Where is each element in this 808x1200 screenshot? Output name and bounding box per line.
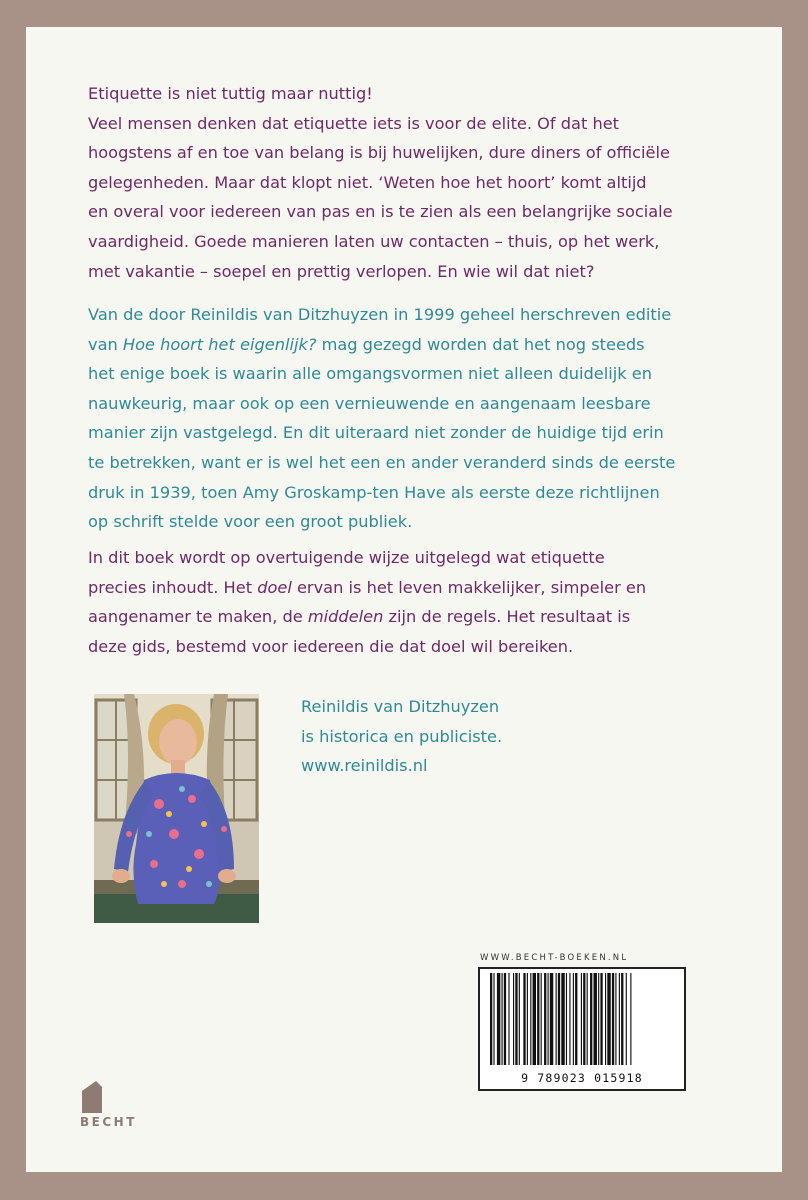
edition-line [88, 330, 728, 360]
edition-line: manier zijn vastgelegd. En dit uiteraard niet zonder de huidige tijd erin [88, 423, 664, 443]
barcode-bar [556, 973, 557, 1065]
barcode-bar [590, 973, 592, 1065]
author-bio [301, 692, 502, 781]
edition-line: te betrekken, want er is wel het een en ander veranderd sinds de eerste [88, 452, 676, 472]
barcode-bar [587, 973, 588, 1065]
emphasis-middelen: middelen [307, 607, 384, 627]
barcode-bar [561, 973, 564, 1065]
intro-line: Etiquette is niet tuttig maar nuttig! [88, 84, 373, 103]
purpose-text: ervan is het leven makkelijker, simpeler en [291, 577, 647, 597]
barcode-bar [566, 973, 567, 1065]
barcode-bar [523, 973, 525, 1065]
barcode-bar [530, 973, 531, 1065]
intro-paragraph [88, 79, 728, 286]
publisher-website[interactable]: WWW.BECHT-BOEKEN.NL [480, 953, 629, 963]
intro-line: gelegenheden. Maar dat klopt niet. ‘Weten hoe het hoort’ komt altijd [88, 172, 647, 192]
purpose-text: precies inhoudt. Het [88, 577, 258, 597]
edition-paragraph [88, 300, 728, 537]
author-name: Reinildis van Ditzhuyzen [301, 697, 500, 716]
intro-line: en overal voor iedereen van pas en is te zien als een belangrijke sociale [88, 202, 673, 222]
author-photo [94, 694, 259, 923]
barcode-bar [594, 973, 597, 1065]
barcode-bar [615, 973, 616, 1065]
barcode-bar [527, 973, 528, 1065]
barcode-bar [581, 973, 582, 1065]
barcode-bar [600, 973, 602, 1065]
house-logo-icon [80, 1079, 104, 1113]
purpose-line [88, 573, 728, 603]
author-description: is historica en publiciste. [301, 726, 503, 746]
barcode-bar [508, 973, 509, 1065]
barcode-bar [573, 973, 574, 1065]
barcode-bar [607, 973, 610, 1065]
barcode-bar [626, 973, 627, 1065]
barcode-bar [502, 973, 503, 1065]
edition-line: druk in 1939, toen Amy Groskamp-ten Have als eerste deze richtlijnen [88, 482, 660, 502]
barcode-bar [544, 973, 546, 1065]
intro-line: Veel mensen denken dat etiquette iets is voor de elite. Of dat het [88, 113, 620, 133]
intro-line: met vakantie – soepel en prettig verlopen. En wie wil dat niet? [88, 261, 595, 281]
edition-line: nauwkeurig, maar ook op een vernieuwende en aangenaam leesbare [88, 393, 651, 413]
barcode-bar [537, 973, 539, 1065]
barcode-bar [558, 973, 560, 1065]
barcode-bar [515, 973, 517, 1065]
author-website[interactable]: www.reinildis.nl [301, 756, 428, 776]
barcode-bar [504, 973, 506, 1065]
barcode-bar [541, 973, 542, 1065]
intro-line: hoogstens af en toe van belang is bij huwelijken, dure diners of officiële [88, 143, 670, 163]
barcode-bars [480, 973, 684, 1065]
edition-line: het enige boek is waarin alle omgangsvormen niet alleen duidelijk en [88, 364, 652, 384]
book-title: Hoe hoort het eigenlijk? [122, 334, 317, 354]
barcode-number: 9 789023 015918 [521, 1071, 643, 1085]
edition-text: mag gezegd worden dat het nog steeds [316, 334, 645, 354]
barcode [478, 967, 686, 1091]
barcode-bar [612, 973, 614, 1065]
barcode-bar [493, 973, 494, 1065]
barcode-bar [583, 973, 585, 1065]
barcode-bar [548, 973, 549, 1065]
back-cover [26, 27, 782, 1172]
barcode-bar [598, 973, 599, 1065]
intro-line: vaardigheid. Goede manieren laten uw contacten – thuis, op het werk, [88, 231, 660, 251]
purpose-line: deze gids, bestemd voor iedereen die dat doel wil bereiken. [88, 636, 574, 656]
barcode-bar [533, 973, 536, 1065]
barcode-bar [550, 973, 553, 1065]
barcode-bar [497, 973, 500, 1065]
emphasis-doel: doel [257, 577, 292, 597]
purpose-text: aangenamer te maken, de [88, 607, 308, 627]
purpose-line: In dit boek wordt op overtuigende wijze uitgelegd wat etiquette [88, 548, 605, 567]
barcode-bar [621, 973, 623, 1065]
barcode-bar [605, 973, 606, 1065]
edition-line: Van de door Reinildis van Ditzhuyzen in 1999 geheel herschreven editie [88, 305, 672, 324]
barcode-bar [513, 973, 514, 1065]
barcode-bar [490, 973, 492, 1065]
purpose-paragraph [88, 543, 728, 661]
edition-text: van [88, 334, 123, 354]
barcode-bar [575, 973, 577, 1065]
barcode-bar [619, 973, 620, 1065]
barcode-bar [519, 973, 520, 1065]
publisher-logo-text: BECHT [80, 1115, 137, 1129]
barcode-bar [630, 973, 631, 1065]
barcode-bar [569, 973, 570, 1065]
purpose-line [88, 602, 728, 632]
edition-line: op schrift stelde voor een groot publiek. [88, 512, 413, 532]
purpose-text: zijn de regels. Het resultaat is [383, 607, 631, 627]
